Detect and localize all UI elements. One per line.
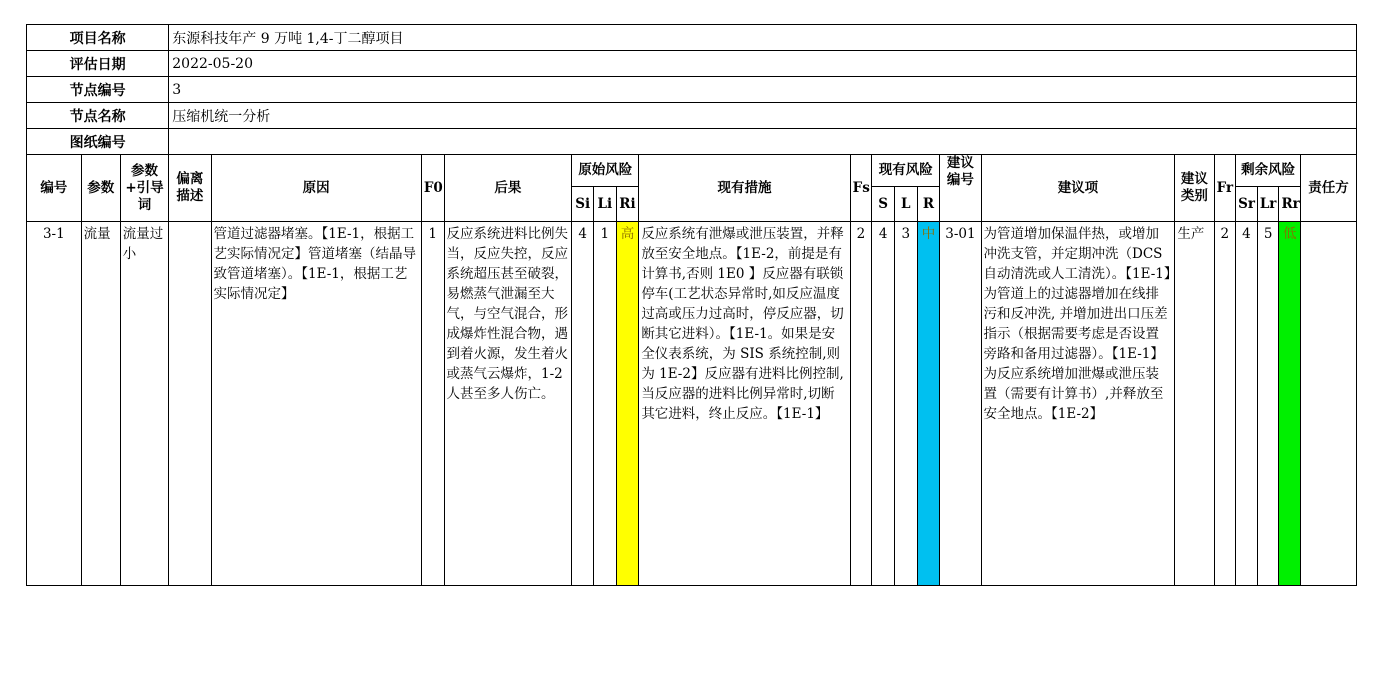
col-deviation-header: 偏离描述 (169, 155, 211, 222)
col-fs-header: Fs (850, 155, 872, 222)
eval-date-row (27, 51, 1357, 77)
col-rec-type-header: 建议类别 (1175, 155, 1214, 222)
col-no-header: 编号 (27, 155, 82, 222)
node-no-value: 3 (169, 77, 1357, 103)
col-ri-header: Ri (616, 187, 639, 222)
col-lr-header: Lr (1257, 187, 1279, 222)
node-name-label: 节点名称 (27, 103, 169, 129)
row-consequence-cell: 反应系统进料比例失当，反应失控，反应系统超压甚至破裂，易燃蒸气泄漏至大气，与空气混合，形成爆炸性混合物，遇到着火源，发生着火或蒸气云爆炸，1-2 人甚至多人伤亡。 (444, 222, 572, 586)
row-fs-cell: 2 (850, 222, 872, 586)
col-consequence-header: 后果 (444, 155, 572, 222)
col-param-guide-header: 参数+引导词 (120, 155, 168, 222)
project-name-label: 项目名称 (27, 25, 169, 51)
drawing-no-row (27, 129, 1357, 155)
row-rr-cell: 低 (1279, 222, 1301, 586)
row-owner-cell (1301, 222, 1357, 586)
col-res-risk-header: 剩余风险 (1236, 155, 1301, 187)
row-rec-type-cell: 生产 (1175, 222, 1214, 586)
column-header-row (27, 155, 1357, 187)
drawing-no-label: 图纸编号 (27, 129, 169, 155)
col-si-header: Si (572, 187, 594, 222)
row-li-cell: 1 (593, 222, 616, 586)
row-deviation-cell (169, 222, 211, 586)
row-rec-no-cell: 3-01 (940, 222, 981, 586)
row-recommendation-cell: 为管道增加保温伴热，或增加冲洗支管，并定期冲洗（DCS 自动清洗或人工清洗）。【1E-1】为管道上的过滤器增加在线排污和反冲洗, 并增加进出口压差指示（根据需要考虑是否设置旁路和备用过滤器）。【1E-1】为反应系统增加泄爆或泄压装置（需要有计算书）,并释放至安全地点。【1E-2】 (981, 222, 1175, 586)
row-measures-cell: 反应系统有泄爆或泄压装置，并释放至安全地点。【1E-2，前提是有计算书,否则 1E0 】反应器有联锁停车(工艺状态异常时,如反应温度过高或压力过高时，停反应器，切断其它进料）。【1E-1。如果是安全仪表系统，为 SIS 系统控制,则为 1E-2】反应器有进料比例控制,当反应器的进料比例异常时,切断其它进料，终止反应。【1E-1】 (639, 222, 850, 586)
col-owner-header: 责任方 (1301, 155, 1357, 222)
row-l-cell: 3 (894, 222, 917, 586)
eval-date-label: 评估日期 (27, 51, 169, 77)
row-r-cell: 中 (917, 222, 940, 586)
row-no-cell: 3-1 (27, 222, 82, 586)
table-row (27, 222, 1357, 586)
col-fr-header: Fr (1214, 155, 1236, 222)
row-si-cell: 4 (572, 222, 594, 586)
row-sr-cell: 4 (1236, 222, 1258, 586)
col-f0-header: F0 (421, 155, 444, 222)
node-no-row (27, 77, 1357, 103)
node-name-value: 压缩机统一分析 (169, 103, 1357, 129)
project-name-row (27, 25, 1357, 51)
row-cause-cell: 管道过滤器堵塞。【1E-1，根据工艺实际情况定】管道堵塞（结晶导致管道堵塞）。【1E-1，根据工艺实际情况定】 (211, 222, 421, 586)
row-f0-cell: 1 (421, 222, 444, 586)
col-s-header: S (872, 187, 895, 222)
col-cause-header: 原因 (211, 155, 421, 222)
col-sr-header: Sr (1236, 187, 1258, 222)
drawing-no-value (169, 129, 1357, 155)
col-orig-risk-header: 原始风险 (572, 155, 639, 187)
col-recommendation-header: 建议项 (981, 155, 1175, 222)
row-s-cell: 4 (872, 222, 895, 586)
eval-date-value: 2022-05-20 (169, 51, 1357, 77)
col-l-header: L (894, 187, 917, 222)
hazop-worksheet (26, 24, 1357, 586)
node-no-label: 节点编号 (27, 77, 169, 103)
row-param-guide-cell: 流量过小 (120, 222, 168, 586)
col-rec-no-header: 建议编号 (940, 155, 981, 222)
col-param-header: 参数 (81, 155, 120, 222)
row-ri-cell: 高 (616, 222, 639, 586)
col-r-header: R (917, 187, 940, 222)
col-li-header: Li (593, 187, 616, 222)
col-rr-header: Rr (1279, 187, 1301, 222)
project-name-value: 东源科技年产 9 万吨 1,4-丁二醇项目 (169, 25, 1357, 51)
col-cur-risk-header: 现有风险 (872, 155, 940, 187)
row-param-cell: 流量 (81, 222, 120, 586)
node-name-row (27, 103, 1357, 129)
row-lr-cell: 5 (1257, 222, 1279, 586)
col-measures-header: 现有措施 (639, 155, 850, 222)
row-fr-cell: 2 (1214, 222, 1236, 586)
